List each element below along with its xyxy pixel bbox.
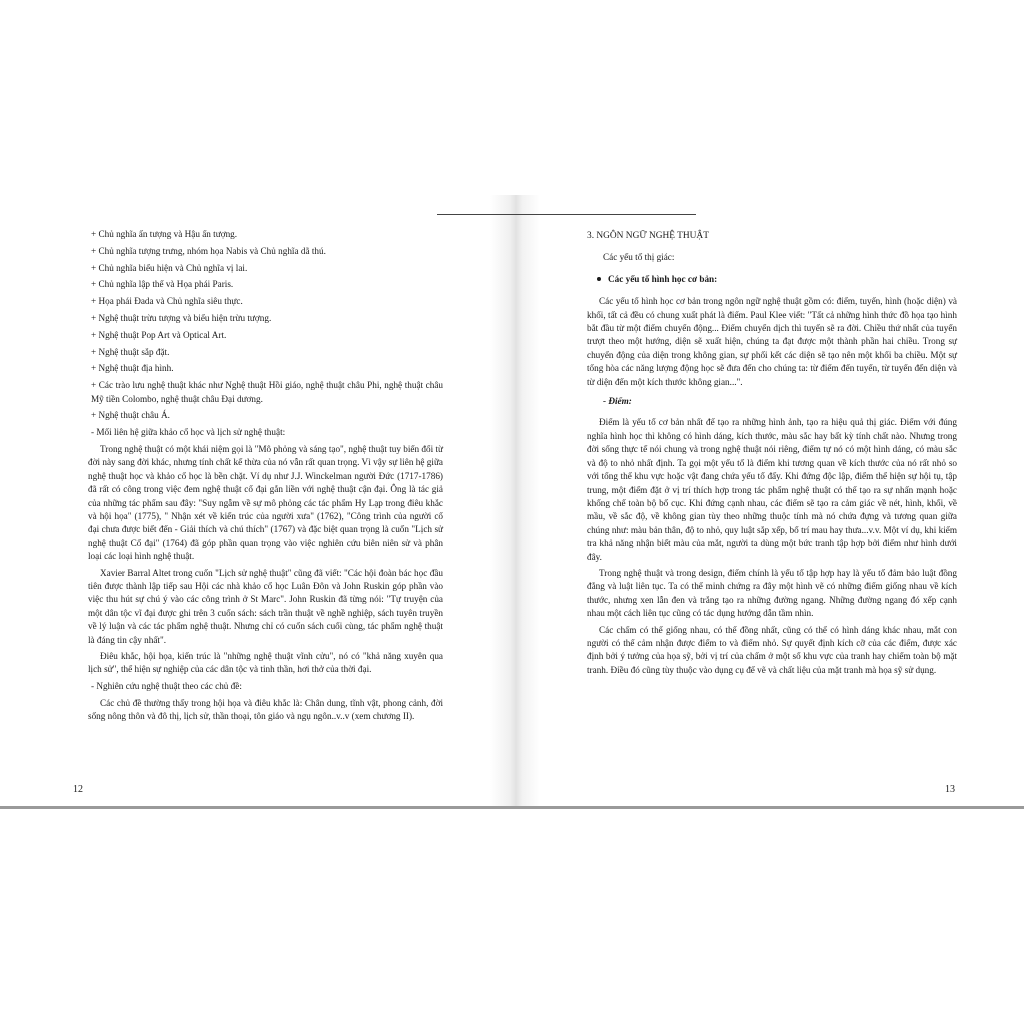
list-item: + Nghệ thuật sắp đặt.: [91, 346, 170, 357]
list-item: + Các trào lưu nghệ thuật khác như Nghệ thuật Hồi giáo, nghệ thuật châu Phi, nghệ thuật châu Mỹ tiền Colombo, nghệ thuật châu Đại dương.: [91, 380, 443, 404]
body-paragraph: Xavier Barral Altet trong cuốn "Lịch sử nghệ thuật" cũng đã viết: "Các hội đoàn bác học đầu tiên được thành lập tiếp sau Hội các nhà khảo cổ học Luân Đôn và John Ruskin góp phần vào việc thu hút sự chú ý vào các công trình ở St Marc". John Ruskin đã từng nói: "Tự truyện của một dân tộc vĩ đại được ghi trên 3 cuốn sách: sách trần thuật về nghề nghiệp, sách tuyên truyền về lý luận và các tác phẩm nghệ thuật. Nhưng chỉ có cuốn sách cuối cùng, tác phẩm nghệ thuật là đáng tin cậy nhất".: [88, 567, 443, 645]
list-item: + Nghệ thuật trừu tượng và biểu hiện trừu tượng.: [91, 312, 272, 323]
list-item: + Chủ nghĩa lập thể và Họa phái Paris.: [91, 279, 234, 290]
list-item: + Chủ nghĩa ấn tượng và Hậu ấn tượng.: [91, 229, 238, 239]
body-paragraph: Các chấm có thể giống nhau, có thể đồng nhất, cũng có thể có hình dáng khác nhau, mắt con người có thể cảm nhận được điểm to và điểm nhỏ. Sự quyết định kích cỡ của các điểm, được xác định bởi ý tưởng của họa sỹ, bởi vị trí của chấm ở một số khu vực của tranh hay chiếm toàn bộ mặt tranh. Điều đó cũng tùy thuộc vào dụng cụ để vẽ và chất liệu của mặt tranh mà họa sỹ sử dụng.: [587, 624, 957, 675]
body-paragraph: Trong nghệ thuật và trong design, điểm chính là yếu tố tập hợp hay là yếu tố đảm bảo luật đồng đẳng và luật liên tục. Ta có thể minh chứng ra đây một hình vẽ có những điểm giống nhau về kích thước, nhưng xen lẫn đen và trắng tạo ra những đường ngang. Những đường ngang đó xếp cạnh nhau một cách liên tục cũng có tác dụng hướng dẫn tầm nhìn.: [587, 567, 957, 619]
section-label: - Nghiên cứu nghệ thuật theo các chủ đề:: [91, 680, 242, 691]
section-label: - Mối liên hệ giữa khảo cổ học và lịch sử nghệ thuật:: [91, 427, 286, 438]
list-item: + Họa phái Đada và Chủ nghĩa siêu thực.: [91, 296, 243, 307]
section-label: - Điểm:: [603, 396, 632, 407]
page-bottom-edge: [0, 806, 1024, 809]
book-gutter: [490, 195, 540, 807]
body-paragraph: Điêu khắc, hội họa, kiến trúc là "những nghệ thuật vĩnh cửu", nó có "khả năng xuyên qua lịch sử", thể hiện sự nghiệp của các dân tộc và tinh thần, hơi thở của thời đại.: [88, 651, 443, 675]
list-item: + Nghệ thuật châu Á.: [91, 410, 170, 421]
body-paragraph: Các chủ đề thường thấy trong hội họa và điêu khắc là: Chân dung, tĩnh vật, phong cảnh, đời sống nông thôn và đô thị, lịch sử, thần thoại, tôn giáo và ngụ ngôn..v..v (xem chương II).: [88, 697, 443, 722]
list-item: + Nghệ thuật Pop Art và Optical Art.: [91, 329, 227, 340]
body-paragraph: Trong nghệ thuật có một khái niệm gọi là "Mô phỏng và sáng tạo", nghệ thuật tuy biến đổi từ đời này sang đời khác, nhưng tính chất kế thừa của nó vẫn rất quan trọng. Vì vậy sự liên hệ giữa nghệ thuật học và khảo cổ học là bền chặt. Ví dụ như J.J. Winckelman người Đức (1717-1786) đã rất có công trong việc đem nghệ thuật cổ đại gắn liền với nghệ thuật cận đại. Ông là tác giả của những tác phẩm sau đây: "Suy ngẫm về sự mô phỏng các tác phẩm Hy Lạp trong điêu khắc và hội họa" (1775), " Nhận xét về kiến trúc của người xưa" (1762), "Công trình của người cổ đại chưa được biết đến - Giải thích và chú thích" (1767) và đặc biệt quan trọng là cuốn "Lịch sử nghệ thuật Cổ đại" (1764) đã góp phần quan trọng vào việc nghiên cứu biên niên sử và phân loại các loại hình nghệ thuật.: [88, 443, 443, 562]
body-paragraph: Điểm là yếu tố cơ bản nhất để tạo ra những hình ảnh, tạo ra hiệu quả thị giác. Điểm với đúng nghĩa hình học thì không có hình dáng, kích thước, màu sắc hay bất kỳ tính chất nào. Nhưng trong đời sống thực tế nói chung và trong nghệ thuật nói riêng, điểm tự nó có một hình dáng, có màu sắc và độ to nhỏ nhất định. Ta gọi một yếu tố là điểm khi tương quan về kích thước của nó rất nhỏ so với tổng thể khu vực hoặc vật đang chứa yếu tố đấy. Khi đứng độc lập, điểm thể hiện sự hội tụ, tập trung, một điểm đặt ở vị trí thích hợp trong tác phẩm nghệ thuật có thể tạo ra sự nhấn mạnh hoặc khống chế toàn bộ bố cục. Khi đứng cạnh nhau, các điểm sẽ tạo ra cảm giác về nét, hình, khối, về mầu, về sắc độ, về không gian tùy theo những thuộc tính mà nó chứa đựng và tương quan giữa chúng như: màu bản thân, độ to nhỏ, quy luật sắp xếp, bố trí mau hay thưa...v.v. Một ví dụ, khi kiểm tra khả năng nhận biết màu của mắt, người ta dùng một bức tranh tập hợp bởi điểm như hình dưới đây.: [587, 417, 957, 562]
list-item: + Chủ nghĩa tượng trưng, nhóm họa Nabis và Chủ nghĩa dã thú.: [91, 245, 326, 256]
body-paragraph: Các yếu tố hình học cơ bản trong ngôn ngữ nghệ thuật gồm có: điểm, tuyến, hình (hoặc diện) và khối, tất cả đều có chung xuất phát là điểm. Paul Klee viết: "Tất cả những hình thức đồ họa tạo hình bắt đầu từ một điểm chuyển động... Điểm chuyển dịch thì tuyến sẽ ra đời. Chiều thứ nhất của tuyến trượt theo một hướng, diện sẽ xuất hiện, chúng ta đạt được một thành phần hai chiều. Trong sự chuyển động của diện trong không gian, sự phối kết các diện sẽ tạo nên một khối ba chiều. Một sự tổng hòa các năng lượng động học sẽ đưa đến cho chúng ta: từ điểm đến tuyến, từ tuyến đến diện và từ diện đến một kích thước không gian...".: [587, 296, 957, 387]
bullet-dot-icon: [597, 277, 601, 281]
header-rule: [437, 214, 696, 215]
list-item: + Chủ nghĩa biểu hiện và Chủ nghĩa vị lai.: [91, 262, 248, 273]
right-page: [587, 230, 957, 680]
bullet-heading-text: Các yếu tố hình học cơ bản:: [608, 273, 718, 284]
bullet-heading: [597, 273, 957, 286]
subheading: Các yếu tố thị giác:: [603, 252, 675, 263]
list-item: + Nghệ thuật địa hình.: [91, 363, 174, 374]
page-number-right: 13: [945, 784, 955, 795]
chapter-heading: 3. NGÔN NGỮ NGHỆ THUẬT: [587, 231, 709, 241]
left-page: [88, 228, 443, 726]
page-number-left: 12: [73, 784, 83, 795]
